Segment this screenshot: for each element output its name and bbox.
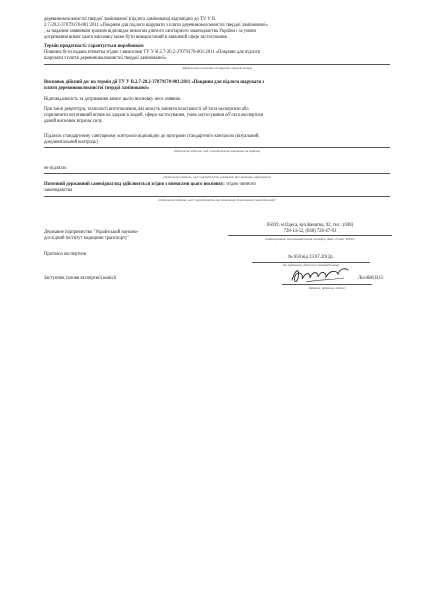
changes-paragraph xyxy=(44,107,390,125)
deputy-label: Заступник голови експертної комісії xyxy=(44,276,117,281)
signature-mark xyxy=(288,264,352,286)
changes-line: спричинити негативний вплив на здоров’я людей, сфери застосування, умов застосування об’єкта експертизи xyxy=(44,113,264,118)
supervision-section xyxy=(44,182,390,194)
deputy-name: Лісобей В.О. xyxy=(358,276,384,281)
intro-line: 2.7-20.2-37079170-001:2011 «Покриви для підлоги шарувати з плити деревиноволокнистої твердої ламінованої» xyxy=(44,23,268,28)
registration-caption: (підлягає/не підлягає, вид і періодичність контролю при митному оформленні) xyxy=(163,175,271,179)
institution-name xyxy=(44,230,194,242)
institution-address xyxy=(230,223,390,235)
divider xyxy=(44,196,390,197)
changes-line: даний висновок втрачає силу. xyxy=(44,119,103,124)
validity-caption: (оформлення етикетки, інструкція, правила тощо) xyxy=(181,66,253,70)
control-caption: (підлягає/не підлягає, вид і періодичність контролю на кордоні) xyxy=(173,149,261,153)
institution-name-line: Державне підприємство "Український науково- xyxy=(44,230,139,235)
validity-line: Повинна бути надана етикетка згідно з вимогами ТУ У В.2.7-20.2-37079170-001:2011 «Покриви для підлоги xyxy=(44,50,261,55)
divider xyxy=(44,173,390,174)
validity-section xyxy=(44,44,390,62)
supervision-value-line: законодавства xyxy=(44,188,73,193)
divider xyxy=(282,284,372,285)
intro-line: деревиноволокнистої твердої ламінованої (підлога ламінована) відповідно до ТУ У В. xyxy=(44,17,217,22)
validity-heading: Термін придатності: гарантується виробником xyxy=(44,44,144,49)
intro-line: , за наданим заявником зразком відповідає вимогам діючого санітарного законодавства України і за умови xyxy=(44,29,257,34)
intro-line: дотримання вимог цього висновку може бути використаний в заявленій сфері застосування. xyxy=(44,35,228,40)
protocol-number: № 650 від 23.07.2012р. xyxy=(288,255,334,260)
institution-address-line: 65039, м.Одеса, вул.Канатна, 92, тел.: (048) xyxy=(266,223,354,228)
divider xyxy=(44,147,390,148)
institution-address-line: 728-14-52, (048) 726-47-93 xyxy=(283,229,337,234)
deputy-caption: (Ініціали, прізвище, підпис) xyxy=(308,286,346,290)
validity-line: шарувати з плити деревиноволокнистої твердої ламінованої» xyxy=(44,56,167,61)
registration-value: не підлягає xyxy=(44,166,67,171)
divider xyxy=(228,235,392,236)
supervision-heading: Поточний державний санепіднагляд здійснюється згідно з вимогами цього висновку: xyxy=(44,182,225,187)
control-paragraph xyxy=(44,134,390,146)
conclusion-heading-line: плити деревиноволокнистої твердої ламінованої» xyxy=(44,86,150,91)
control-line: Підлягає стандартному санітарному контролю відповідно до програми стандартного контролю (візуальний, xyxy=(44,134,260,139)
intro-paragraph xyxy=(44,17,390,41)
address-caption: (найменування, місцезнаходження, телефон, факс, E-mail, WWW) xyxy=(265,237,355,241)
divider xyxy=(44,64,390,65)
institution-name-line: дослідний інститут медицини транспорту" xyxy=(44,236,130,241)
changes-line: При зміні рецептури, технології виготовлення, які можуть змінити властивості об’єкта експертизи або xyxy=(44,107,249,112)
supervision-caption: (підлягає/не підлягає, вид і періодичність при поточному державному санепіднагляді) xyxy=(158,198,276,202)
conclusion-heading-line: Висновок дійсний до: на термін дії ТУ У В.2.7-20.2-37079170-001:2011 «Покриви для підлоги шарувати з xyxy=(44,80,265,85)
supervision-value: згідно чинного xyxy=(226,182,256,187)
control-line: документальний контроль) xyxy=(44,140,98,145)
protocol-label: Протокол експертизи xyxy=(44,252,87,257)
protocol-caption: (№ протоколу, дата його затвердження) xyxy=(282,263,340,267)
responsibility-text: Відповідальність за дотримання вимог цього висновку несе заявник. xyxy=(44,97,182,102)
conclusion-heading xyxy=(44,80,390,92)
